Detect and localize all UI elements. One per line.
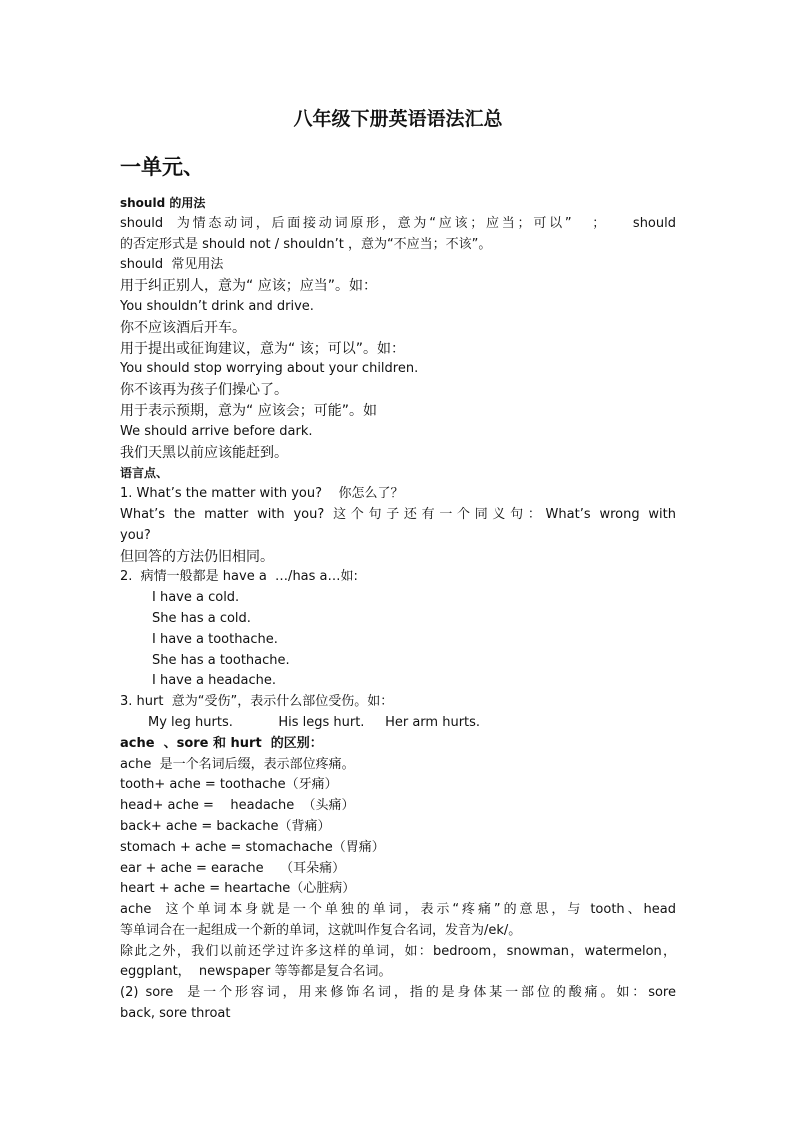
text-line: ache 、sore 和 hurt 的区别：: [120, 735, 323, 751]
text-line: eggplant， newspaper 等等都是复合名词。: [120, 964, 392, 980]
text-line: should 的用法: [120, 196, 206, 210]
text-line: 你不该再为孩子们操心了。: [120, 382, 288, 399]
text-line: 2. 病情一般都是 have a …/has a…如:: [120, 569, 358, 585]
text-line: should 常见用法: [120, 257, 224, 273]
text-line: 1. What’s the matter with you? 你怎么了？: [120, 486, 404, 502]
text-line: I have a headache.: [152, 673, 277, 689]
text-line: ache 是一个名词后缀，表示部位疼痛。: [120, 756, 355, 772]
text-line: We should arrive before dark.: [120, 423, 313, 439]
text-line: 等单词合在一起组成一个新的单词，这就叫作复合名词，发音为/ek/。: [120, 922, 522, 938]
text-line: What’s the matter with you? 这个句子还有一个同义句：What’s wrong with: [120, 506, 676, 522]
text-line: 语言点、: [120, 466, 169, 481]
text-line: (2) sore 是一个形容词，用来修饰名词，指的是身体某一部位的酸痛。如：sore: [120, 985, 676, 1001]
text-line: you?: [120, 527, 151, 543]
text-line: You should stop worrying about your children.: [120, 361, 419, 377]
text-line: My leg hurts. His legs hurt. Her arm hurts.: [148, 714, 481, 730]
document-page: [120, 100, 676, 1025]
text-line: back+ ache = backache（背痛）: [120, 818, 331, 834]
text-line: I have a cold.: [152, 590, 240, 606]
text-line: 除此之外，我们以前还学过许多这样的单词，如：bedroom，snowman，watermelon，: [120, 943, 676, 959]
text-line: ache 这个单词本身就是一个单独的单词，表示“疼痛”的意思，与 tooth、head: [120, 902, 676, 918]
text-line: I have a toothache.: [152, 631, 278, 647]
text-line: 3. hurt 意为“受伤”，表示什么部位受伤。如：: [120, 694, 394, 710]
unit-heading: 一单元、: [120, 154, 204, 179]
text-line: stomach + ache = stomachache（胃痛）: [120, 839, 385, 855]
text-line: She has a toothache.: [152, 652, 290, 668]
document-body: [120, 193, 676, 1025]
text-line: You shouldn’t drink and drive.: [120, 298, 314, 314]
text-line: 但回答的方法仍旧相同。: [120, 548, 274, 565]
text-line: 你不应该酒后开车。: [120, 319, 246, 336]
text-line: 用于表示预期，意为“ 应该会；可能”。如: [120, 402, 377, 419]
text-line: 用于纠正别人，意为“ 应该；应当”。如：: [120, 278, 377, 295]
document-title: 八年级下册英语语法汇总: [293, 108, 503, 130]
text-line: 的否定形式是 should not / shouldn’t ，意为“不应当；不该”。: [120, 236, 492, 252]
text-line: should 为情态动词，后面接动词原形，意为“应该；应当；可以” ； should: [120, 215, 676, 231]
text-line: head+ ache = headache （头痛）: [120, 798, 355, 814]
text-line: back, sore throat: [120, 1006, 231, 1022]
text-line: ear + ache = earache （耳朵痛）: [120, 860, 346, 876]
text-line: 我们天黑以前应该能赶到。: [120, 444, 288, 461]
text-line: tooth+ ache = toothache（牙痛）: [120, 777, 338, 793]
text-line: heart + ache = heartache（心脏病）: [120, 881, 356, 897]
text-line: She has a cold.: [152, 610, 251, 626]
text-line: 用于提出或征询建议，意为“ 该；可以”。如：: [120, 340, 405, 357]
